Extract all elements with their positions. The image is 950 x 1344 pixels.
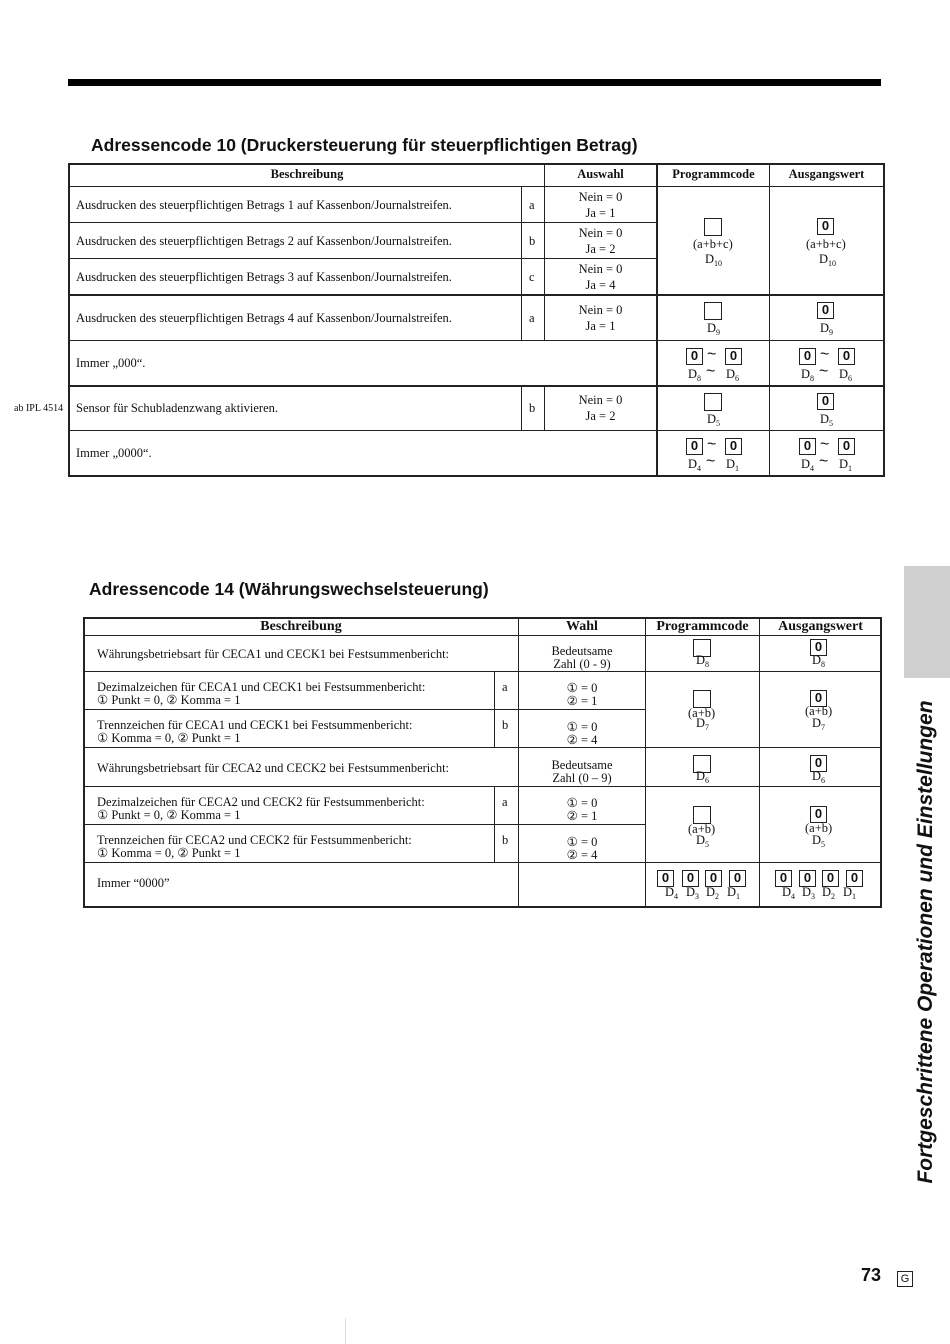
row-option-1: ① = 0 [566, 796, 598, 810]
table1-row-line [69, 222, 657, 223]
table1-row-line [69, 340, 884, 341]
row-option-2: Zahl (0 - 9) [553, 657, 611, 671]
row-key: b [529, 401, 536, 415]
row-option-2: ② = 1 [566, 809, 598, 823]
table1-col-line [544, 386, 545, 431]
digit-label-d6: $D_6$ [726, 367, 740, 383]
default-zero-box: 0 [817, 393, 834, 410]
row-description: Dezimalzeichen für CECA1 und CECK1 bei Festsummenbericht: [97, 680, 426, 694]
program-code-box [704, 218, 722, 236]
row-description-options: ① Punkt = 0, ② Komma = 1 [97, 693, 241, 707]
digit-label-d5: $D_5$ [820, 412, 834, 428]
row-option-2: ② = 4 [566, 848, 598, 862]
digit-label-d6: $D_6$ [839, 367, 853, 383]
ab-label: (a+b) [688, 822, 716, 836]
abc-label: (a+b+c) [806, 237, 846, 251]
default-zero-box: 0 [810, 690, 827, 707]
row-description: Ausdrucken des steuerpflichtigen Betrags 1 auf Kassenbon/Journalstreifen. [76, 198, 452, 212]
row-option-1: ① = 0 [566, 835, 598, 849]
default-zero-box: 0 [817, 218, 834, 235]
program-zero-box: 0 [725, 438, 742, 455]
row-key: a [502, 680, 508, 694]
header-beschreibung: Beschreibung [260, 619, 342, 634]
table1-col-line [656, 164, 658, 476]
row-option-2: Zahl (0 – 9) [552, 771, 612, 785]
top-rule [68, 79, 881, 86]
row-option-yes: Ja = 1 [585, 206, 616, 220]
digit-label-d8: $D_8$ [688, 367, 702, 383]
row-option-1: ① = 0 [566, 681, 598, 695]
table2-col-line [494, 672, 495, 748]
table2-row-line [84, 824, 645, 825]
digit-label-d5: $D_5$ [696, 833, 710, 849]
row-option-yes: Ja = 1 [585, 319, 616, 333]
row-option-1: Bedeutsame [551, 644, 613, 658]
row-option-no: Nein = 0 [578, 303, 623, 317]
row-description-options: ① Komma = 0, ② Punkt = 1 [97, 846, 241, 860]
row-description: Ausdrucken des steuerpflichtigen Betrags 4 auf Kassenbon/Journalstreifen. [76, 311, 452, 325]
section1-title: Adressencode 10 (Druckersteuerung für steuerpflichtigen Betrag) [91, 135, 638, 155]
default-zero-box: 0 [810, 806, 827, 823]
range-tilde: ~ [820, 436, 830, 453]
digit-label-d9: $D_9$ [820, 321, 834, 337]
header-beschreibung: Beschreibung [270, 167, 344, 181]
row-description: Immer “0000” [97, 876, 170, 890]
margin-note: ab IPL 4514 [14, 403, 64, 414]
digit-label-d4: $D_4$ [782, 885, 796, 901]
table1-row-line [69, 385, 884, 387]
program-zero-box: 0 [682, 870, 699, 887]
default-zero-box: 0 [799, 348, 816, 365]
row-option-1: ① = 0 [566, 720, 598, 734]
default-zero-box: 0 [822, 870, 839, 887]
row-description-options: ① Punkt = 0, ② Komma = 1 [97, 808, 241, 822]
range-tilde: ~ [706, 453, 716, 470]
program-zero-box: 0 [725, 348, 742, 365]
digit-label-d10: $D_{10}$ [819, 252, 837, 268]
table1-col-line [769, 164, 770, 476]
range-tilde: ~ [707, 436, 717, 453]
digit-label-d7: $D_7$ [812, 716, 826, 732]
row-description: Trennzeichen für CECA1 und CECK1 bei Festsummenbericht: [97, 718, 413, 732]
range-tilde: ~ [707, 346, 717, 363]
digit-label-d6: $D_6$ [696, 769, 710, 785]
table2-row-line [84, 862, 881, 863]
digit-label-d4: $D_4$ [801, 457, 815, 473]
digit-label-d5: $D_5$ [707, 412, 721, 428]
header-programmcode: Programmcode [672, 167, 755, 181]
chapter-tab [904, 566, 950, 678]
digit-label-d4: $D_4$ [688, 457, 702, 473]
default-zero-box: 0 [817, 302, 834, 319]
page-number: 73 [861, 1265, 882, 1285]
program-zero-box: 0 [686, 438, 703, 455]
table2-row-line [84, 747, 881, 748]
row-description: Währungsbetriebsart für CECA2 und CECK2 bei Festsummenbericht: [97, 761, 450, 775]
row-key: b [502, 833, 509, 847]
digit-label-d10: $D_{10}$ [705, 252, 723, 268]
ab-label: (a+b) [688, 706, 716, 720]
digit-label-d3: $D_3$ [686, 885, 700, 901]
table1-row-line [69, 258, 657, 259]
table1-header-line [69, 186, 884, 187]
row-option-no: Nein = 0 [578, 226, 623, 240]
row-description: Immer „000“. [76, 356, 146, 370]
digit-label-d2: $D_2$ [706, 885, 720, 901]
section2-title: Adressencode 14 (Währungswechselsteuerung) [89, 579, 489, 599]
digit-label-d1: $D_1$ [839, 457, 853, 473]
default-zero-box: 0 [846, 870, 863, 887]
row-option-yes: Ja = 2 [585, 242, 616, 256]
ab-label: (a+b) [805, 704, 833, 718]
header-auswahl: Auswahl [577, 167, 624, 181]
range-tilde: ~ [706, 363, 716, 380]
default-zero-box: 0 [775, 870, 792, 887]
language-badge: G [897, 1271, 913, 1287]
program-zero-box: 0 [657, 870, 674, 887]
row-option-1: Bedeutsame [551, 758, 613, 772]
row-option-2: ② = 4 [566, 733, 598, 747]
row-key: b [529, 234, 536, 248]
digit-label-d5: $D_5$ [812, 833, 826, 849]
digit-label-d8: $D_8$ [696, 653, 710, 669]
table2-row-line [84, 709, 645, 710]
default-zero-box: 0 [838, 438, 855, 455]
row-option-no: Nein = 0 [578, 393, 623, 407]
row-description: Ausdrucken des steuerpflichtigen Betrags 3 auf Kassenbon/Journalstreifen. [76, 270, 452, 284]
table1-col-line [521, 187, 522, 341]
table2-header-line [84, 635, 881, 636]
range-tilde: ~ [820, 346, 830, 363]
program-code-box [704, 302, 722, 320]
header-programmcode: Programmcode [656, 619, 749, 634]
row-key: a [529, 311, 535, 325]
program-zero-box: 0 [705, 870, 722, 887]
header-ausgangswert: Ausgangswert [788, 167, 865, 181]
digit-label-d6: $D_6$ [812, 769, 826, 785]
row-description: Währungsbetriebsart für CECA1 und CECK1 bei Festsummenbericht: [97, 647, 450, 661]
digit-label-d1: $D_1$ [843, 885, 857, 901]
table2-row-line [84, 786, 881, 787]
digit-label-d3: $D_3$ [802, 885, 816, 901]
row-description: Immer „0000“. [76, 446, 152, 460]
digit-label-d4: $D_4$ [665, 885, 679, 901]
digit-label-d1: $D_1$ [726, 457, 740, 473]
table2-col-line [494, 787, 495, 863]
row-key: b [502, 718, 509, 732]
table1-row-line [69, 430, 884, 431]
program-zero-box: 0 [729, 870, 746, 887]
digit-label-d7: $D_7$ [696, 716, 710, 732]
default-zero-box: 0 [799, 438, 816, 455]
default-zero-box: 0 [838, 348, 855, 365]
table2-row-line [84, 671, 881, 672]
digit-label-d8: $D_8$ [801, 367, 815, 383]
chapter-title-vertical: Fortgeschrittene Operationen und Einstellungen [914, 700, 937, 1184]
row-description: Sensor für Schubladenzwang aktivieren. [76, 401, 279, 415]
digit-label-d1: $D_1$ [727, 885, 741, 901]
range-tilde: ~ [819, 453, 829, 470]
digit-label-d2: $D_2$ [822, 885, 836, 901]
default-zero-box: 0 [799, 870, 816, 887]
digit-label-d8: $D_8$ [812, 653, 826, 669]
ab-label: (a+b) [805, 821, 833, 835]
row-option-2: ② = 1 [566, 694, 598, 708]
range-tilde: ~ [819, 363, 829, 380]
row-key: a [502, 795, 508, 809]
row-description: Trennzeichen für CECA2 und CECK2 für Festsummenbericht: [97, 833, 412, 847]
header-wahl: Wahl [566, 619, 598, 634]
row-key: c [529, 270, 535, 284]
row-option-yes: Ja = 2 [585, 409, 616, 423]
table1-row-line [69, 294, 884, 296]
table2-col-line [645, 618, 646, 907]
row-description-options: ① Komma = 0, ② Punkt = 1 [97, 731, 241, 745]
default-zero-box: 0 [810, 755, 827, 772]
default-zero-box: 0 [810, 639, 827, 656]
scan-artifact [345, 1318, 346, 1344]
digit-label-d9: $D_9$ [707, 321, 721, 337]
row-key: a [529, 198, 535, 212]
table2-col-line [759, 618, 760, 907]
row-option-yes: Ja = 4 [585, 278, 616, 292]
program-zero-box: 0 [686, 348, 703, 365]
table1-col-line [521, 386, 522, 431]
row-option-no: Nein = 0 [578, 262, 623, 276]
row-description: Dezimalzeichen für CECA2 und CECK2 für Festsummenbericht: [97, 795, 425, 809]
header-ausgangswert: Ausgangswert [778, 619, 863, 634]
row-option-no: Nein = 0 [578, 190, 623, 204]
row-description: Ausdrucken des steuerpflichtigen Betrags 2 auf Kassenbon/Journalstreifen. [76, 234, 452, 248]
program-code-box [704, 393, 722, 411]
abc-label: (a+b+c) [693, 237, 733, 251]
